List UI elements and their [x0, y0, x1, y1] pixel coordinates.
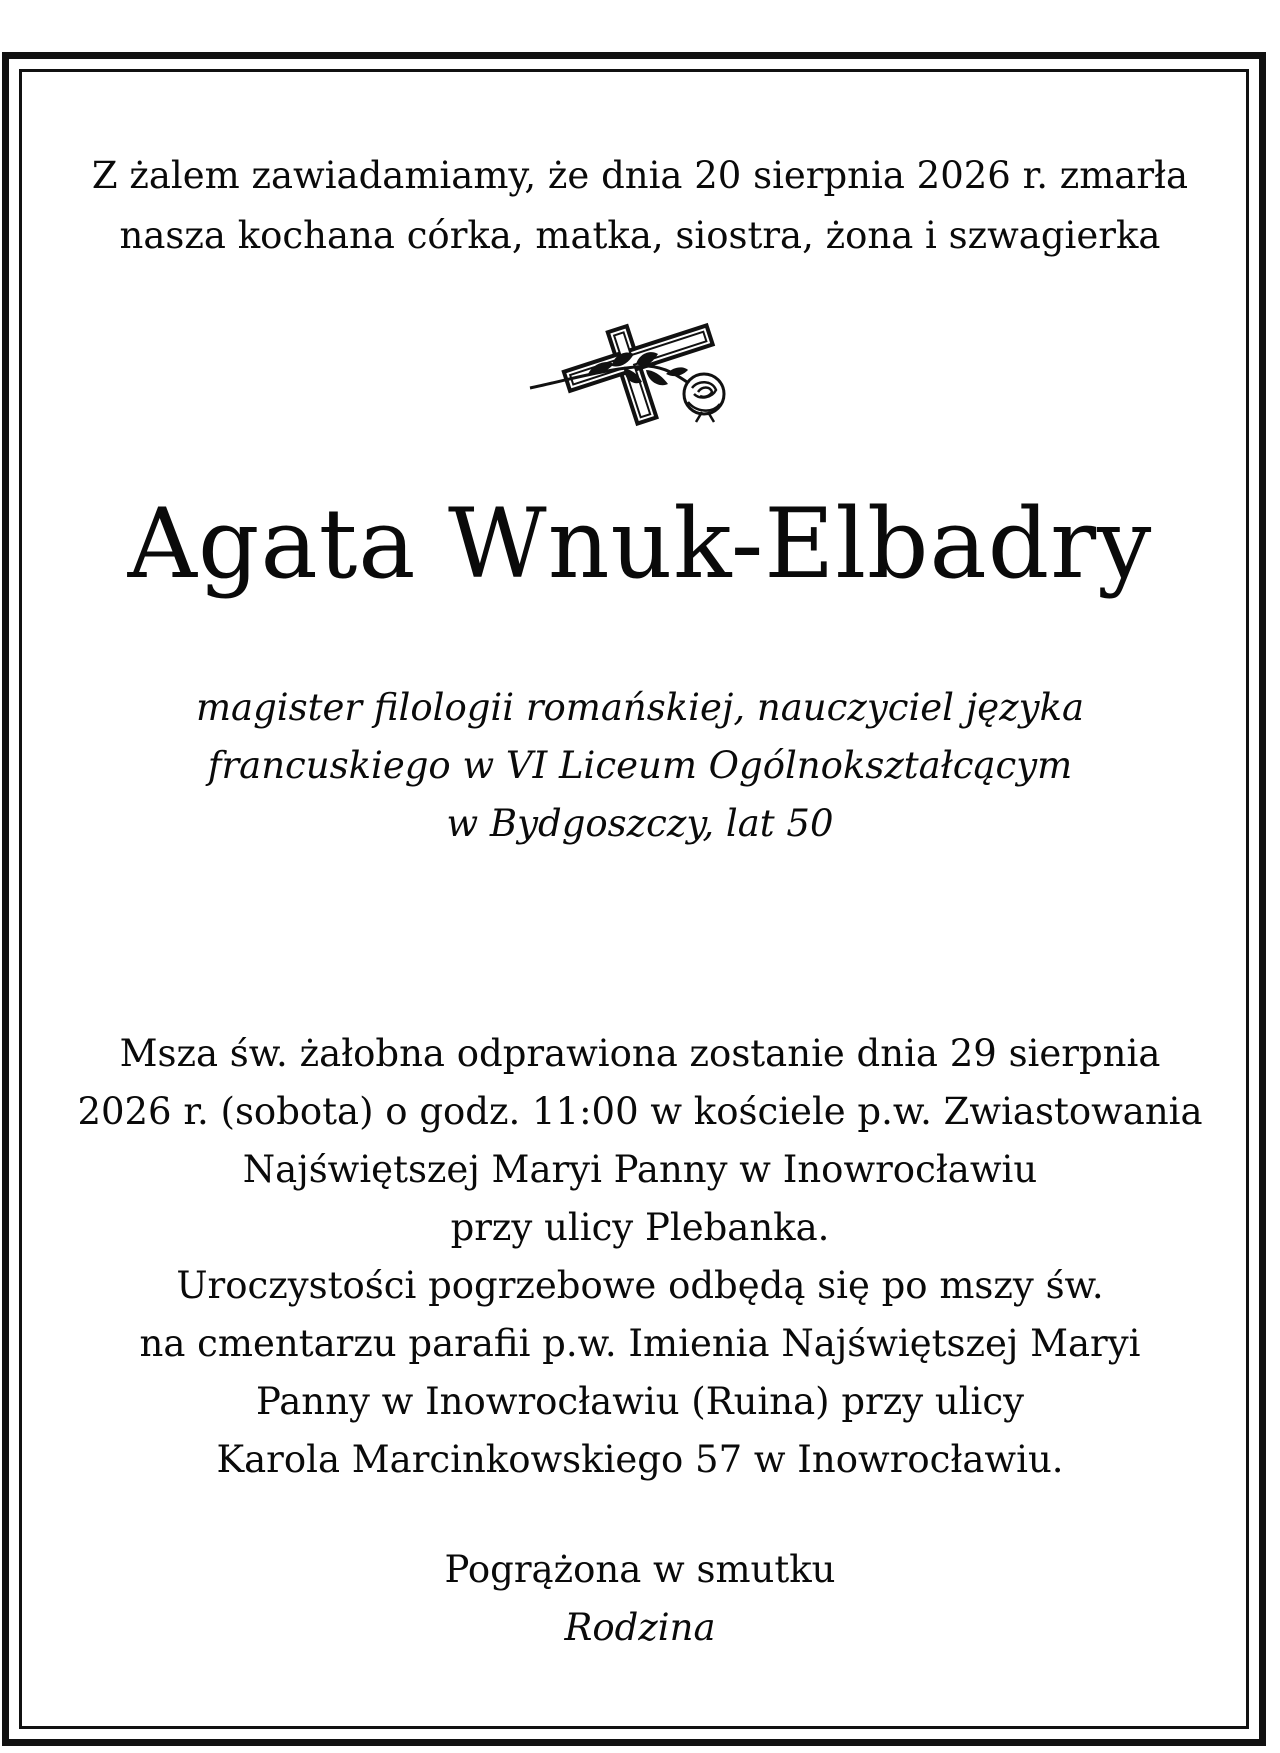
signature-line-1: Pogrążona w smutku: [444, 1548, 836, 1591]
deceased-name: Agata Wnuk-Elbadry: [127, 488, 1153, 600]
description-line-2: francuskiego w VI Liceum Ogólnokształcącym: [207, 744, 1073, 787]
outer-border: [2, 52, 1266, 1746]
cross-with-rose-icon: [528, 318, 754, 428]
ceremony-line-8: Karola Marcinkowskiego 57 w Inowrocławiu.: [216, 1438, 1064, 1481]
ceremony-line-3: Najświętszej Maryi Panny w Inowrocławiu: [242, 1148, 1038, 1191]
ceremony-line-2: 2026 r. (sobota) o godz. 11:00 w kościele p.w. Zwiastowania: [77, 1090, 1203, 1133]
signature-family: Rodzina: [564, 1606, 716, 1649]
description-line-3: w Bydgoszczy, lat 50: [446, 802, 834, 845]
intro-line-1: Z żalem zawiadamiamy, że dnia 20 sierpnia 2026 r. zmarła: [91, 154, 1189, 197]
description-line-1: magister filologii romańskiej, nauczyciel języka: [195, 686, 1085, 729]
ceremony-line-4: przy ulicy Plebanka.: [450, 1206, 830, 1249]
intro-line-2: nasza kochana córka, matka, siostra, żona i szwagierka: [119, 214, 1161, 257]
ceremony-line-5: Uroczystości pogrzebowe odbędą się po mszy św.: [176, 1264, 1104, 1307]
ceremony-line-1: Msza św. żałobna odprawiona zostanie dnia 29 sierpnia: [119, 1032, 1161, 1075]
ceremony-line-7: Panny w Inowrocławiu (Ruina) przy ulicy: [256, 1380, 1024, 1423]
ceremony-line-6: na cmentarzu parafii p.w. Imienia Najświętszej Maryi: [139, 1322, 1141, 1365]
